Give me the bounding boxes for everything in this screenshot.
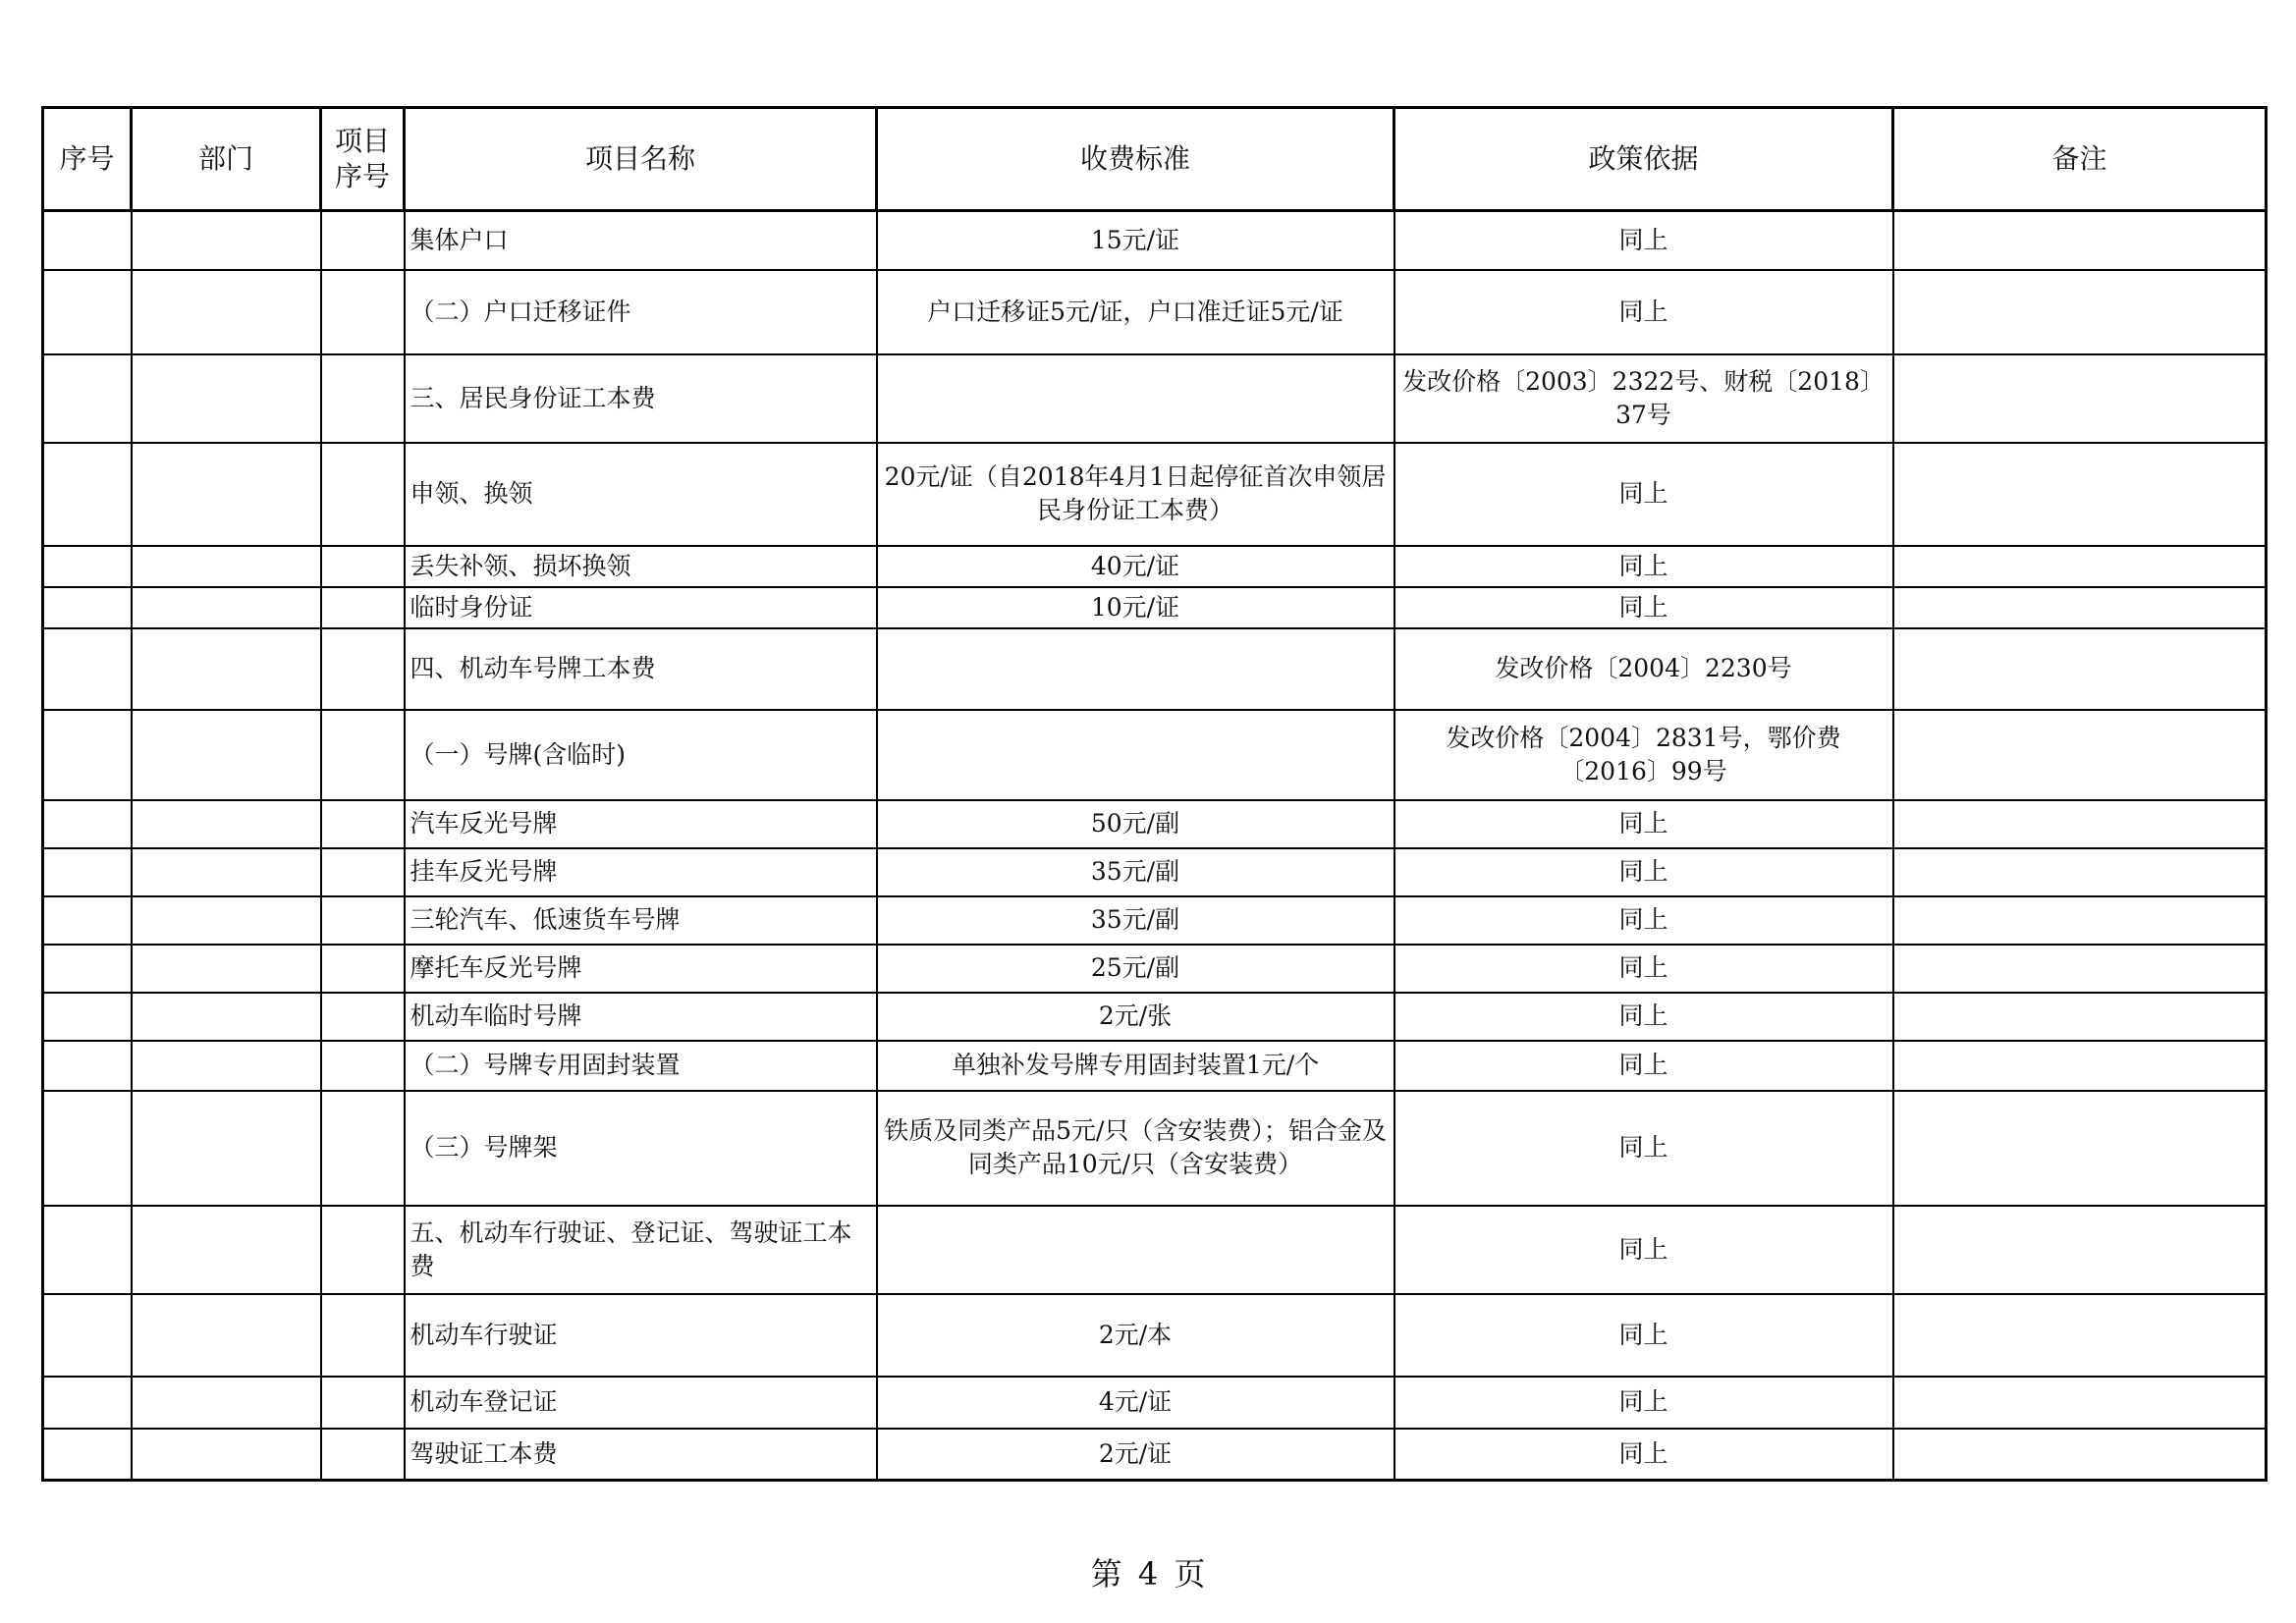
item-seq-cell <box>321 354 405 443</box>
remark-cell <box>1893 587 2267 628</box>
dept-cell <box>132 993 321 1041</box>
item-name-cell: 摩托车反光号牌 <box>405 945 877 993</box>
item-name-cell: 丢失补领、损坏换领 <box>405 546 877 587</box>
fee-standard-cell: 20元/证（自2018年4月1日起停征首次申领居民身份证工本费） <box>877 443 1394 546</box>
table-row <box>43 1041 2267 1091</box>
item-name-cell: 机动车临时号牌 <box>405 993 877 1041</box>
table-row <box>43 896 2267 945</box>
table-row <box>43 1294 2267 1377</box>
item-seq-cell <box>321 1429 405 1481</box>
item-seq-cell <box>321 211 405 270</box>
dept-cell <box>132 1041 321 1091</box>
item-seq-cell <box>321 945 405 993</box>
item-name-cell: 机动车登记证 <box>405 1377 877 1429</box>
remark-cell <box>1893 443 2267 546</box>
table-row <box>43 354 2267 443</box>
dept-cell <box>132 896 321 945</box>
dept-cell <box>132 1206 321 1294</box>
policy-basis-cell: 同上 <box>1394 546 1893 587</box>
policy-basis-cell: 发改价格〔2004〕2831号，鄂价费〔2016〕99号 <box>1394 710 1893 800</box>
item-seq-cell <box>321 710 405 800</box>
seq-cell <box>43 354 132 443</box>
remark-cell <box>1893 710 2267 800</box>
table-body <box>43 211 2267 1481</box>
policy-basis-cell: 同上 <box>1394 1429 1893 1481</box>
seq-cell <box>43 848 132 896</box>
item-name-cell: 机动车行驶证 <box>405 1294 877 1377</box>
dept-cell <box>132 354 321 443</box>
remark-cell <box>1893 993 2267 1041</box>
dept-cell <box>132 848 321 896</box>
table-row <box>43 628 2267 710</box>
seq-cell <box>43 993 132 1041</box>
item-name-cell: 集体户口 <box>405 211 877 270</box>
fee-standard-cell: 铁质及同类产品5元/只（含安装费）；铝合金及同类产品10元/只（含安装费） <box>877 1091 1394 1206</box>
policy-basis-cell: 同上 <box>1394 1294 1893 1377</box>
item-name-cell: 驾驶证工本费 <box>405 1429 877 1481</box>
policy-basis-cell: 同上 <box>1394 993 1893 1041</box>
dept-cell <box>132 443 321 546</box>
remark-cell <box>1893 270 2267 354</box>
remark-cell <box>1893 1091 2267 1206</box>
remark-cell <box>1893 211 2267 270</box>
item-seq-cell <box>321 896 405 945</box>
header-name: 项目名称 <box>405 108 877 211</box>
seq-cell <box>43 211 132 270</box>
table-row <box>43 1377 2267 1429</box>
item-seq-cell <box>321 848 405 896</box>
policy-basis-cell: 同上 <box>1394 587 1893 628</box>
dept-cell <box>132 211 321 270</box>
item-name-cell: 申领、换领 <box>405 443 877 546</box>
dept-cell <box>132 710 321 800</box>
remark-cell <box>1893 800 2267 848</box>
header-item-seq-line2: 序号 <box>334 160 390 192</box>
header-fee: 收费标准 <box>877 108 1394 211</box>
item-name-cell: （三）号牌架 <box>405 1091 877 1206</box>
seq-cell <box>43 546 132 587</box>
item-name-cell: 三轮汽车、低速货车号牌 <box>405 896 877 945</box>
header-seq: 序号 <box>43 108 132 211</box>
header-remark: 备注 <box>1893 108 2267 211</box>
fee-standard-cell: 50元/副 <box>877 800 1394 848</box>
seq-cell <box>43 270 132 354</box>
remark-cell <box>1893 945 2267 993</box>
item-name-cell: 挂车反光号牌 <box>405 848 877 896</box>
fee-standard-cell: 单独补发号牌专用固封装置1元/个 <box>877 1041 1394 1091</box>
page-number: 第 4 页 <box>1090 1555 1206 1593</box>
policy-basis-cell: 发改价格〔2004〕2230号 <box>1394 628 1893 710</box>
table-row <box>43 848 2267 896</box>
table-row <box>43 993 2267 1041</box>
fee-standard-cell <box>877 1206 1394 1294</box>
seq-cell <box>43 1429 132 1481</box>
table-row <box>43 1091 2267 1206</box>
remark-cell <box>1893 848 2267 896</box>
fee-standard-cell: 2元/本 <box>877 1294 1394 1377</box>
table-row <box>43 1206 2267 1294</box>
table-row <box>43 546 2267 587</box>
table-row <box>43 800 2267 848</box>
remark-cell <box>1893 1041 2267 1091</box>
policy-basis-cell: 同上 <box>1394 270 1893 354</box>
item-name-cell: 三、居民身份证工本费 <box>405 354 877 443</box>
fee-standard-cell: 2元/张 <box>877 993 1394 1041</box>
item-seq-cell <box>321 270 405 354</box>
dept-cell <box>132 270 321 354</box>
dept-cell <box>132 800 321 848</box>
seq-cell <box>43 443 132 546</box>
seq-cell <box>43 587 132 628</box>
fee-standard-cell: 2元/证 <box>877 1429 1394 1481</box>
policy-basis-cell: 同上 <box>1394 800 1893 848</box>
item-seq-cell <box>321 1041 405 1091</box>
dept-cell <box>132 945 321 993</box>
item-seq-cell <box>321 546 405 587</box>
remark-cell <box>1893 896 2267 945</box>
item-name-cell: 临时身份证 <box>405 587 877 628</box>
remark-cell <box>1893 1429 2267 1481</box>
policy-basis-cell: 同上 <box>1394 1091 1893 1206</box>
dept-cell <box>132 628 321 710</box>
item-name-cell: 五、机动车行驶证、登记证、驾驶证工本费 <box>405 1206 877 1294</box>
fee-standard-cell <box>877 710 1394 800</box>
remark-cell <box>1893 628 2267 710</box>
header-policy: 政策依据 <box>1394 108 1893 211</box>
seq-cell <box>43 1091 132 1206</box>
item-name-cell: （一）号牌(含临时) <box>405 710 877 800</box>
fee-standard-cell: 40元/证 <box>877 546 1394 587</box>
fee-table <box>41 106 2268 1482</box>
dept-cell <box>132 1294 321 1377</box>
seq-cell <box>43 628 132 710</box>
fee-standard-cell: 25元/副 <box>877 945 1394 993</box>
fee-standard-cell <box>877 354 1394 443</box>
fee-standard-cell: 户口迁移证5元/证，户口准迁证5元/证 <box>877 270 1394 354</box>
item-seq-cell <box>321 1091 405 1206</box>
table-row <box>43 587 2267 628</box>
policy-basis-cell: 同上 <box>1394 1041 1893 1091</box>
remark-cell <box>1893 1294 2267 1377</box>
item-seq-cell <box>321 628 405 710</box>
fee-standard-cell: 15元/证 <box>877 211 1394 270</box>
item-name-cell: 汽车反光号牌 <box>405 800 877 848</box>
seq-cell <box>43 800 132 848</box>
header-row <box>43 108 2267 211</box>
header-item-seq-line1: 项目 <box>334 125 390 157</box>
item-seq-cell <box>321 1377 405 1429</box>
policy-basis-cell: 同上 <box>1394 848 1893 896</box>
seq-cell <box>43 1041 132 1091</box>
seq-cell <box>43 945 132 993</box>
item-name-cell: （二）号牌专用固封装置 <box>405 1041 877 1091</box>
table-row <box>43 270 2267 354</box>
policy-basis-cell: 发改价格〔2003〕2322号、财税〔2018〕37号 <box>1394 354 1893 443</box>
fee-standard-cell: 10元/证 <box>877 587 1394 628</box>
seq-cell <box>43 1206 132 1294</box>
seq-cell <box>43 896 132 945</box>
header-item-seq <box>321 108 405 211</box>
fee-standard-cell <box>877 628 1394 710</box>
item-seq-cell <box>321 800 405 848</box>
header-dept: 部门 <box>132 108 321 211</box>
table-row <box>43 710 2267 800</box>
item-seq-cell <box>321 587 405 628</box>
dept-cell <box>132 1377 321 1429</box>
seq-cell <box>43 710 132 800</box>
policy-basis-cell: 同上 <box>1394 896 1893 945</box>
item-name-cell: （二）户口迁移证件 <box>405 270 877 354</box>
dept-cell <box>132 546 321 587</box>
fee-standard-cell: 35元/副 <box>877 848 1394 896</box>
policy-basis-cell: 同上 <box>1394 1206 1893 1294</box>
table-row <box>43 211 2267 270</box>
seq-cell <box>43 1377 132 1429</box>
item-seq-cell <box>321 1206 405 1294</box>
dept-cell <box>132 1429 321 1481</box>
table-row <box>43 945 2267 993</box>
table-row <box>43 1429 2267 1481</box>
remark-cell <box>1893 354 2267 443</box>
remark-cell <box>1893 1377 2267 1429</box>
dept-cell <box>132 587 321 628</box>
item-seq-cell <box>321 443 405 546</box>
policy-basis-cell: 同上 <box>1394 945 1893 993</box>
fee-standard-cell: 35元/副 <box>877 896 1394 945</box>
dept-cell <box>132 1091 321 1206</box>
remark-cell <box>1893 546 2267 587</box>
table-row <box>43 443 2267 546</box>
item-name-cell: 四、机动车号牌工本费 <box>405 628 877 710</box>
seq-cell <box>43 1294 132 1377</box>
policy-basis-cell: 同上 <box>1394 211 1893 270</box>
remark-cell <box>1893 1206 2267 1294</box>
policy-basis-cell: 同上 <box>1394 1377 1893 1429</box>
policy-basis-cell: 同上 <box>1394 443 1893 546</box>
item-seq-cell <box>321 1294 405 1377</box>
item-seq-cell <box>321 993 405 1041</box>
fee-standard-cell: 4元/证 <box>877 1377 1394 1429</box>
